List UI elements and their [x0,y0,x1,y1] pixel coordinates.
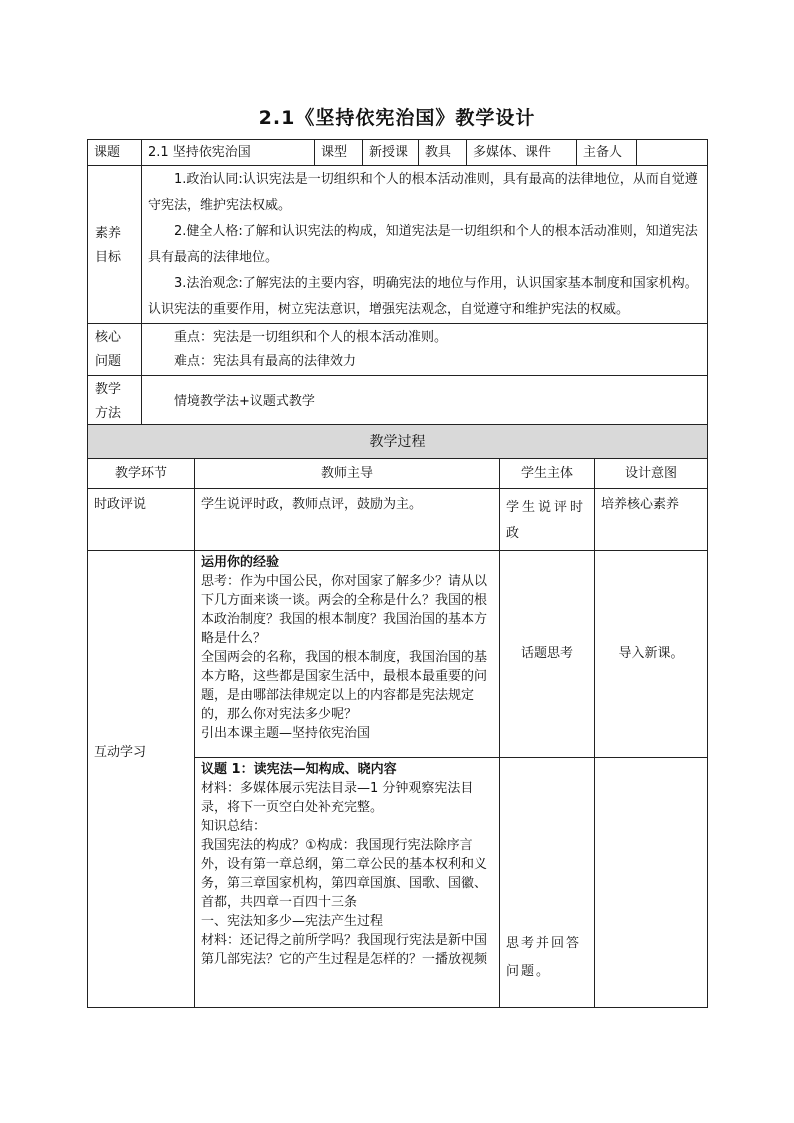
goals-label: 素养 目标 [88,166,142,324]
teacher-cell: 运用你的经验 思考：作为中国公民，你对国家了解多少？请从以下几方面来谈一谈。两会的全称是什么？我国的根本政治制度？我国的根本制度？我国治国的基本方略是什么？ 全国两会的名称，我国的根本制度，我国治国的基本方略，这些都是国家生活中，最根本最重要的问题，是由哪部法律规定以上的内容都是宪法规定的，那么你对宪法多少呢？ 引出本课主题—坚持依宪治国 [195,551,500,758]
lesson-label: 课题 [88,140,142,166]
teaching-process-table [87,424,708,1008]
intent-cell: 导入新课。 [595,551,708,758]
goal-item: 1.政治认同:认识宪法是一切组织和个人的根本活动准则，具有最高的法律地位，从而自觉遵守宪法，维护宪法权威。 [148,172,698,213]
student-cell: 学生说评时政 [500,489,595,551]
type-label: 课型 [315,140,363,166]
preparer-label: 主备人 [577,140,637,166]
tools-value: 多媒体、课件 [467,140,577,166]
lesson-value: 2.1 坚持依宪治国 [142,140,315,166]
column-header: 教师主导 [195,459,500,489]
intent-cell: 培养核心素养 [595,489,708,551]
intent-cell [595,758,708,1008]
process-heading: 教学过程 [88,425,708,459]
stage-cell: 时政评说 [88,489,195,551]
activity-heading: 运用你的经验 [201,555,280,570]
core-issue-content [142,324,708,376]
column-header: 教学环节 [88,459,195,489]
goals-content [142,166,708,324]
goal-item: 2.健全人格:了解和认识宪法的构成，知道宪法是一切组织和个人的根本活动准则，知道宪法具有最高的法律地位。 [148,224,698,265]
preparer-value [637,140,708,166]
page-title: 2.1《坚持依宪治国》教学设计 [258,107,536,129]
student-cell: 思考并回答问题。 [500,758,595,1008]
column-header: 设计意图 [595,459,708,489]
tools-label: 教具 [419,140,467,166]
goal-item: 3.法治观念:了解宪法的主要内容，明确宪法的地位与作用，认识国家基本制度和国家机构。认识宪法的重要作用，树立宪法意识，增强宪法观念，自觉遵守和维护宪法的权威。 [148,276,698,317]
activity-heading: 议题 1：读宪法—知构成、晓内容 [201,762,397,777]
teacher-cell: 议题 1：读宪法—知构成、晓内容 材料：多媒体展示宪法目录—1 分钟观察宪法目录，将下一页空白处补充完整。 知识总结： 我国宪法的构成？①构成：我国现行宪法除序言外，设有第一章总纲，第二章公民的基本权利和义务，第三章国家机构，第四章国旗、国歌、国徽、首都，共四章一百四十三条 一、宪法知多少—宪法产生过程 材料：还记得之前所学吗？我国现行宪法是新中国第几部宪法？它的产生过程是怎样的？一播放视频 [195,758,500,1008]
method-value: 情境教学法+议题式教学 [142,376,708,428]
type-value: 新授课 [363,140,419,166]
method-label: 教学 方法 [88,376,142,428]
difficult-point: 难点：宪法具有最高的法律效力 [174,354,357,369]
student-cell: 话题思考 [500,551,595,758]
stage-cell: 互动学习 [88,551,195,1008]
teacher-cell: 学生说评时政，教师点评，鼓励为主。 [195,489,500,551]
key-point: 重点：宪法是一切组织和个人的根本活动准则。 [174,330,448,345]
core-issue-label: 核心 问题 [88,324,142,376]
column-header: 学生主体 [500,459,595,489]
lesson-info-table [87,139,708,428]
